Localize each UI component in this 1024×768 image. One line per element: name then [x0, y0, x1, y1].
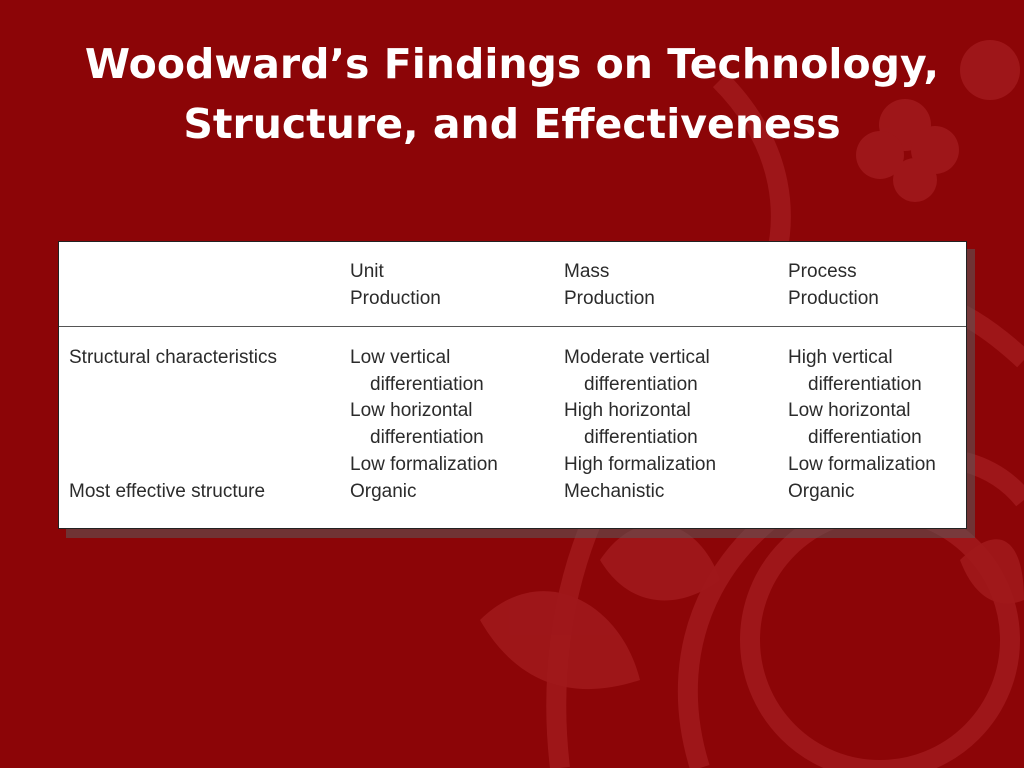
effective-structure-process: Organic: [788, 481, 855, 502]
title-line-1: Woodward’s Findings on Technology,: [84, 40, 940, 88]
slide-title: [40, 34, 984, 154]
cell-line: High formalization: [564, 453, 717, 475]
cell-line: differentiation: [584, 427, 698, 449]
column-header-line: Unit: [350, 261, 384, 282]
structural-cell-mass: [564, 345, 716, 479]
row-label-most-effective-structure: Most effective structure: [69, 481, 266, 502]
header-divider: [59, 326, 966, 327]
cell-line: differentiation: [584, 373, 698, 395]
column-header-line: Production: [564, 287, 655, 309]
cell-line: differentiation: [808, 427, 922, 449]
cell-line: Low formalization: [350, 453, 498, 475]
findings-table: [58, 241, 967, 529]
cell-line: differentiation: [370, 373, 484, 395]
column-header-line: Production: [350, 287, 441, 309]
column-header-process-production: [788, 259, 879, 312]
effective-structure-mass: Mechanistic: [564, 481, 665, 502]
column-header-mass-production: [564, 259, 655, 312]
cell-line: differentiation: [370, 427, 484, 449]
column-header-line: Process: [788, 261, 857, 282]
title-line-2: Structure, and Effectiveness: [183, 100, 841, 148]
column-header-line: Production: [788, 287, 879, 309]
structural-cell-unit: [350, 345, 498, 479]
row-label-structural-characteristics: Structural characteristics: [69, 347, 278, 368]
effective-structure-unit: Organic: [350, 481, 417, 502]
cell-line: High horizontal: [564, 400, 691, 422]
cell-line: Moderate vertical: [564, 347, 710, 368]
cell-line: differentiation: [808, 373, 922, 395]
structural-cell-process: [788, 345, 936, 479]
column-header-unit-production: [350, 259, 441, 312]
cell-line: Low horizontal: [788, 400, 911, 422]
cell-line: Low formalization: [788, 453, 936, 475]
cell-line: Low horizontal: [350, 400, 473, 422]
cell-line: High vertical: [788, 347, 893, 368]
column-header-line: Mass: [564, 261, 610, 282]
cell-line: Low vertical: [350, 347, 451, 368]
